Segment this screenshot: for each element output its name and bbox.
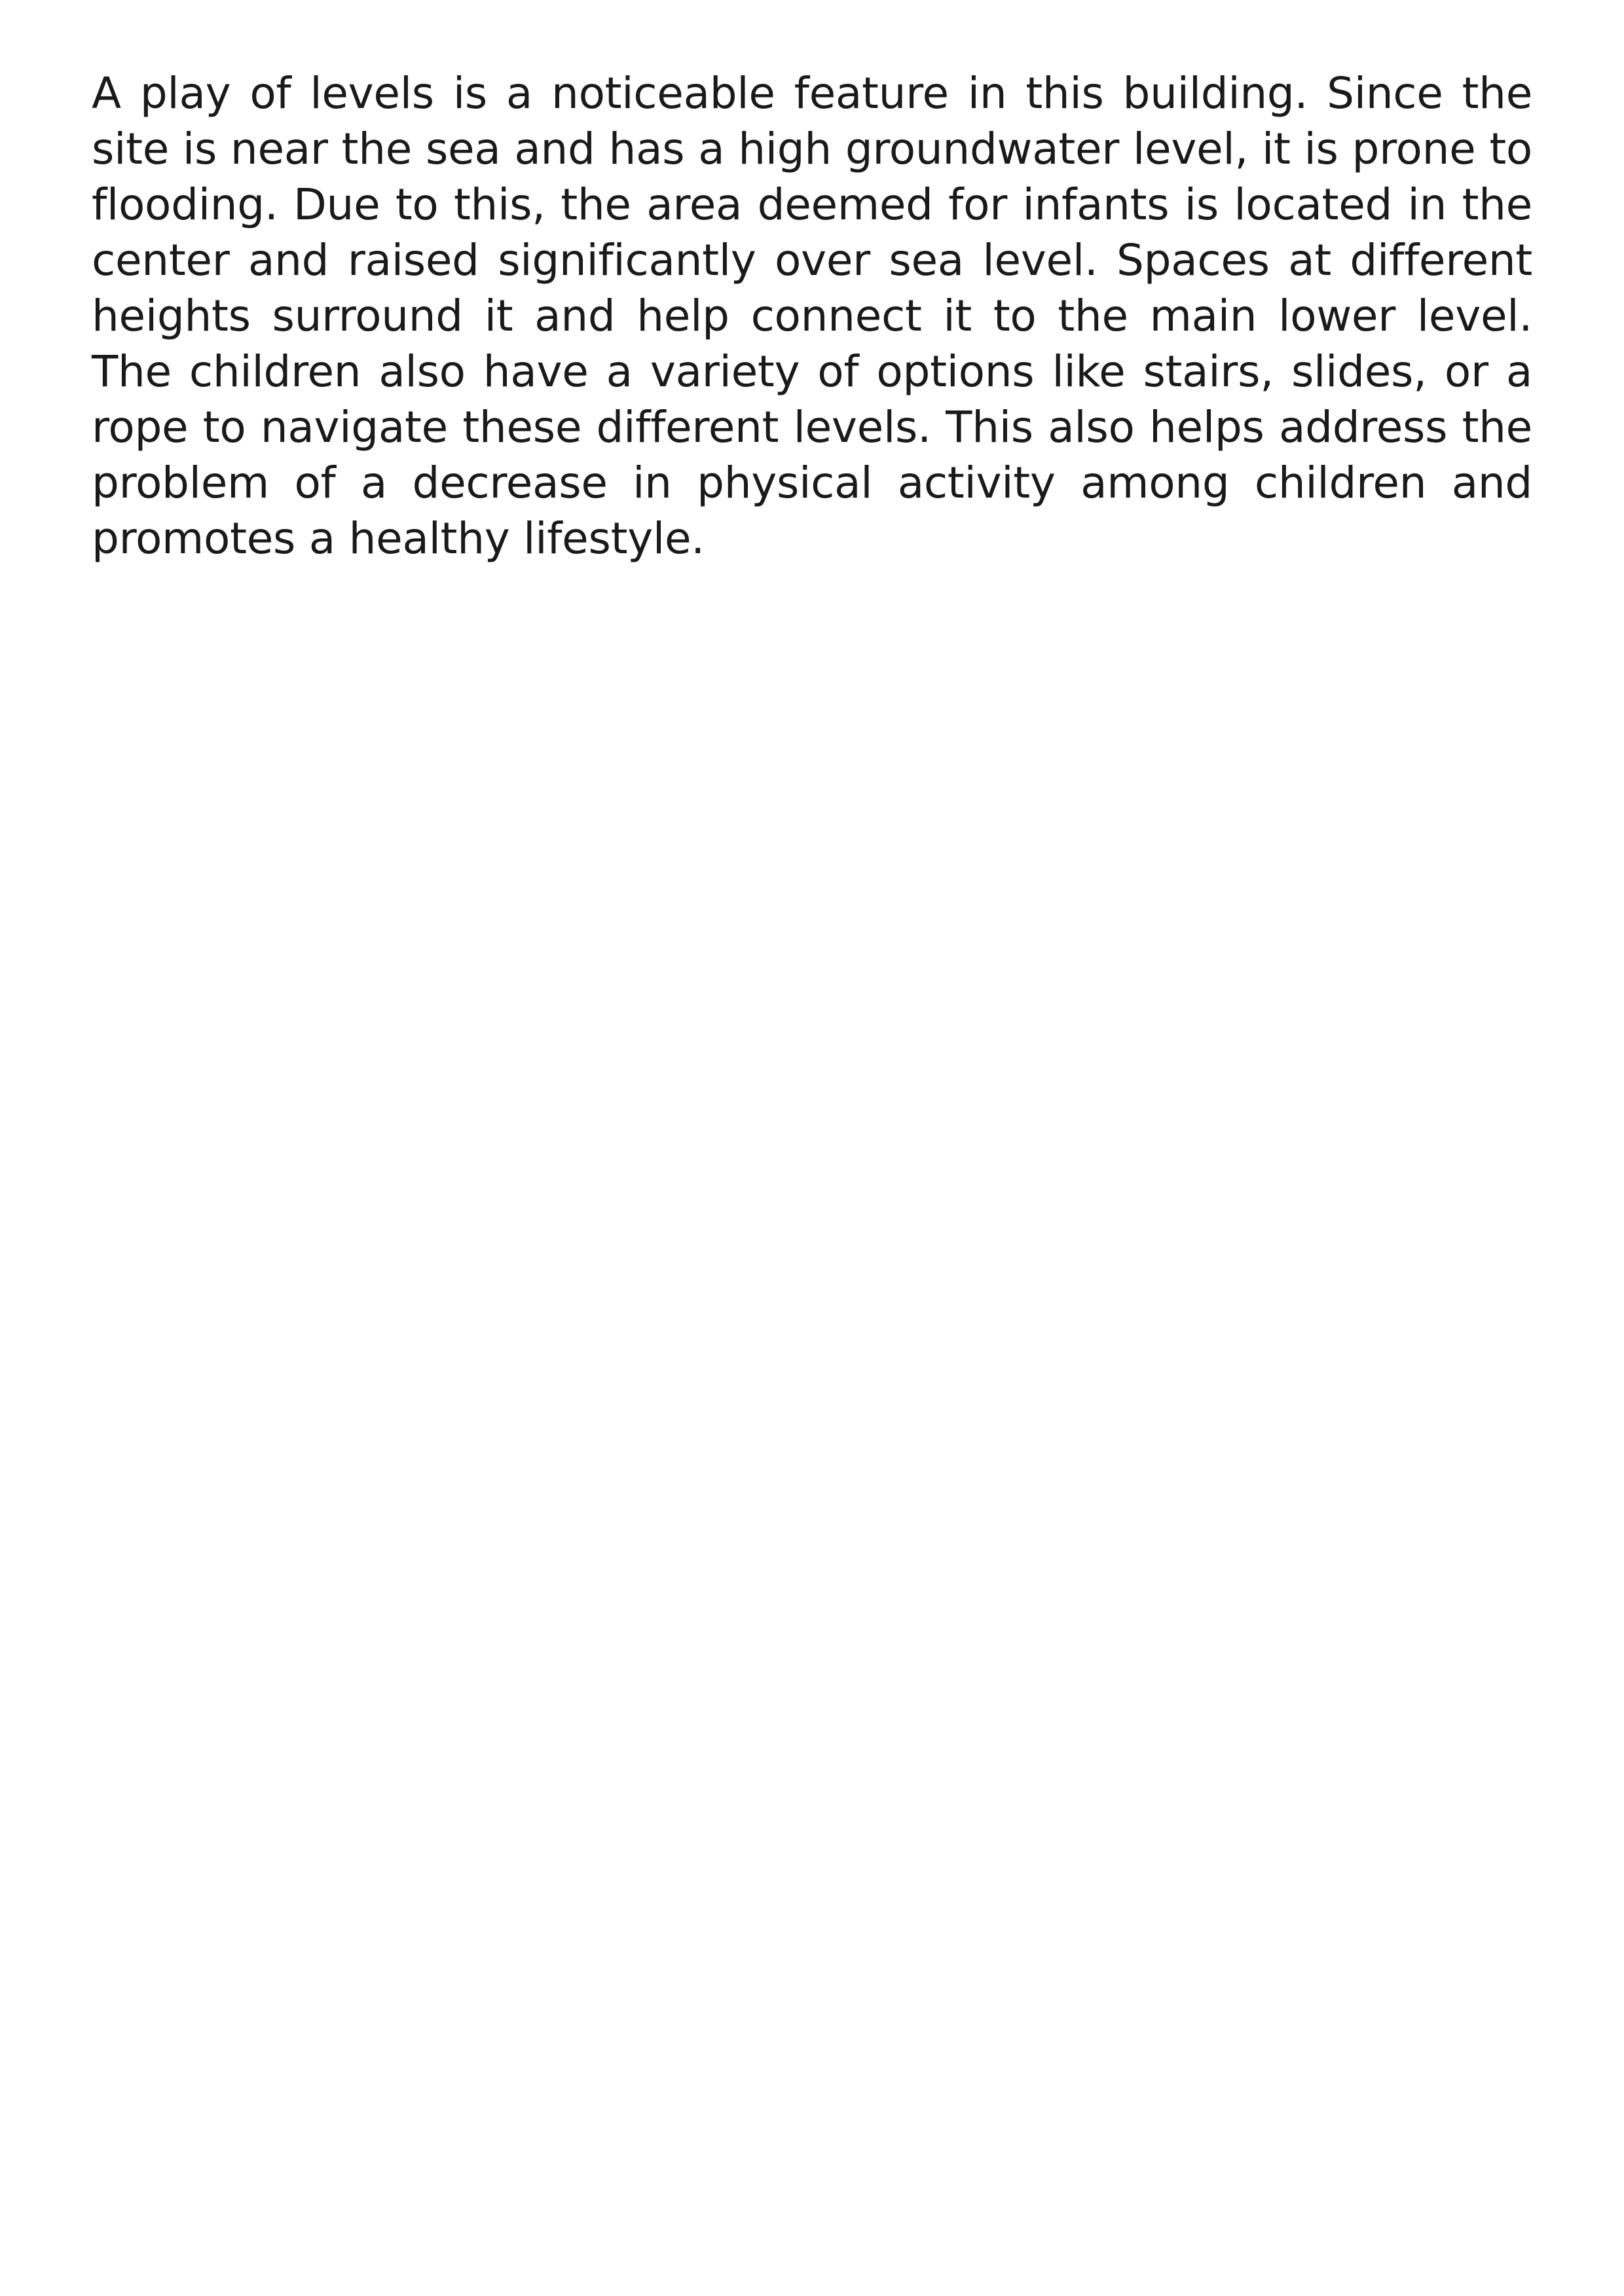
body-paragraph: A play of levels is a noticeable feature in this building. Since the site is near the sea and has a high groundwater level, it is prone to flooding. Due to this, the area deemed for infants is located in the center and raised significantly over sea level. Spaces at different heights surround it and help connect it to the main lower level. The children also have a variety of options like stairs, slides, or a rope to navigate these different levels. This also helps address the problem of a decrease in physical activity among children and promotes a healthy lifestyle.: [92, 68, 1532, 564]
